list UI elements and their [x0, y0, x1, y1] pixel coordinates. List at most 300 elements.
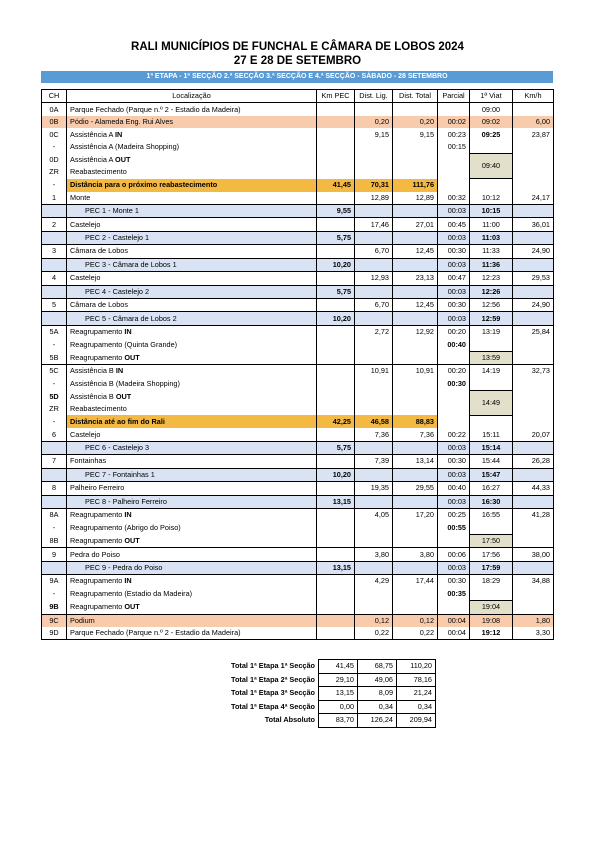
cell-parcial: 00:35 — [438, 588, 470, 601]
cell-parcial: 00:03 — [438, 204, 470, 217]
cell-parcial: 00:40 — [438, 338, 470, 351]
totals-row — [212, 700, 436, 714]
cell-location — [67, 391, 317, 403]
cell-location — [67, 299, 317, 312]
cell-location — [67, 561, 317, 574]
location-text: Assistência A (Madeira Shopping) — [70, 142, 180, 152]
table-row — [42, 428, 554, 441]
cell-km-pec — [317, 338, 355, 351]
cell-dist-lig — [355, 468, 393, 481]
location-text: PEC 4 - Castelejo 2 — [85, 286, 150, 296]
cell-location — [67, 128, 317, 140]
cell-ch: 5 — [42, 299, 67, 312]
cell-km-pec — [317, 128, 355, 140]
cell-location — [67, 509, 317, 522]
totals-row — [212, 687, 436, 701]
location-emphasis: OUT — [124, 352, 140, 362]
cell-dist-lig: 4,29 — [355, 575, 393, 588]
cell-kmh — [513, 601, 554, 614]
cell-dist-lig: 12,93 — [355, 272, 393, 285]
cell-dist-lig — [355, 521, 393, 534]
cell-parcial: 00:30 — [438, 378, 470, 391]
cell-kmh — [513, 534, 554, 547]
totals-dist-total: 110,20 — [397, 660, 436, 674]
cell-ch: 5D — [42, 391, 67, 403]
cell-location — [67, 166, 317, 178]
cell-dist-total: 9,15 — [393, 128, 438, 140]
cell-dist-total — [393, 166, 438, 178]
location-text: Castelejo — [70, 219, 101, 229]
cell-kmh: 41,28 — [513, 509, 554, 522]
cell-kmh — [513, 338, 554, 351]
cell-parcial: 00:03 — [438, 258, 470, 271]
cell-km-pec — [317, 154, 355, 166]
location-text: Parque Fechado (Parque n.º 2 - Estadio da Madeira) — [70, 104, 241, 114]
stage-banner: 1ª ETAPA - 1ª SECÇÃO 2.ª SECÇÃO 3.ª SECÇÃO E 4.ª SECÇÃO - SÁBADO - 28 SETEMBRO — [41, 71, 553, 83]
cell-kmh: 24,90 — [513, 245, 554, 258]
totals-dist-lig: 49,06 — [358, 673, 397, 687]
cell-km-pec: 5,75 — [317, 285, 355, 298]
cell-km-pec — [317, 548, 355, 561]
cell-ch: - — [42, 141, 67, 154]
cell-dist-lig — [355, 495, 393, 508]
table-row — [42, 455, 554, 468]
cell-first-car: 11:36 — [470, 258, 513, 271]
cell-parcial: 00:30 — [438, 245, 470, 258]
cell-km-pec — [317, 351, 355, 364]
cell-kmh: 24,17 — [513, 192, 554, 205]
cell-ch: 8B — [42, 534, 67, 547]
cell-dist-total: 10,91 — [393, 365, 438, 378]
location-text: Reagrupamento — [70, 510, 125, 520]
table-row — [42, 365, 554, 378]
table-row — [42, 509, 554, 522]
cell-parcial: 00:30 — [438, 575, 470, 588]
cell-dist-lig: 4,05 — [355, 509, 393, 522]
location-text: PEC 9 - Pedra do Poiso — [85, 562, 163, 572]
cell-dist-total: 0,22 — [393, 627, 438, 640]
cell-km-pec — [317, 614, 355, 627]
cell-kmh: 25,84 — [513, 325, 554, 338]
table-row — [42, 441, 554, 454]
cell-ch: - — [42, 378, 67, 391]
totals-dist-lig: 68,75 — [358, 660, 397, 674]
cell-first-car: 11:00 — [470, 218, 513, 231]
location-text: Monte — [70, 192, 91, 202]
cell-kmh — [513, 179, 554, 192]
cell-dist-lig: 10,91 — [355, 365, 393, 378]
cell-ch: 5C — [42, 365, 67, 378]
table-row — [42, 312, 554, 325]
location-text: PEC 6 - Castelejo 3 — [85, 443, 150, 453]
table-row — [42, 575, 554, 588]
cell-kmh: 44,33 — [513, 482, 554, 495]
col-header-dist-lig: Dist. Lig. — [355, 90, 393, 103]
cell-km-pec — [317, 588, 355, 601]
cell-ch: 7 — [42, 455, 67, 468]
location-text: Assistência A — [70, 154, 116, 164]
cell-dist-total — [393, 601, 438, 614]
cell-km-pec: 9,55 — [317, 204, 355, 217]
cell-location — [67, 415, 317, 428]
location-emphasis: IN — [124, 327, 132, 337]
cell-parcial: 00:03 — [438, 495, 470, 508]
location-text: Reagrupamento (Abrigo do Poiso) — [70, 522, 181, 532]
table-row — [42, 521, 554, 534]
location-text: Castelejo — [70, 273, 101, 283]
cell-location — [67, 588, 317, 601]
location-text: PEC 2 - Castelejo 1 — [85, 233, 150, 243]
cell-parcial: 00:30 — [438, 299, 470, 312]
cell-ch: 8 — [42, 482, 67, 495]
cell-kmh — [513, 561, 554, 574]
location-text: Castelejo — [70, 429, 101, 439]
cell-parcial: 00:03 — [438, 285, 470, 298]
cell-dist-lig — [355, 338, 393, 351]
cell-kmh — [513, 403, 554, 415]
cell-dist-total — [393, 338, 438, 351]
cell-dist-lig — [355, 285, 393, 298]
cell-dist-total: 88,83 — [393, 415, 438, 428]
cell-parcial — [438, 179, 470, 192]
cell-dist-total: 17,20 — [393, 509, 438, 522]
cell-first-car: 14:19 — [470, 365, 513, 378]
cell-location — [67, 312, 317, 325]
cell-parcial — [438, 403, 470, 415]
location-emphasis: OUT — [115, 391, 132, 401]
cell-ch: 8A — [42, 509, 67, 522]
cell-parcial: 00:03 — [438, 441, 470, 454]
cell-first-car: 16:30 — [470, 495, 513, 508]
timetable — [41, 89, 554, 640]
cell-location — [67, 601, 317, 614]
cell-location — [67, 548, 317, 561]
cell-dist-total — [393, 351, 438, 364]
cell-ch: ZR — [42, 166, 67, 178]
cell-km-pec: 10,20 — [317, 312, 355, 325]
totals-row — [212, 660, 436, 674]
cell-kmh — [513, 351, 554, 364]
cell-dist-lig: 9,15 — [355, 128, 393, 140]
cell-dist-total — [393, 534, 438, 547]
cell-dist-lig: 7,36 — [355, 428, 393, 441]
cell-location — [67, 441, 317, 454]
cell-km-pec — [317, 245, 355, 258]
cell-dist-total — [393, 468, 438, 481]
location-text: PEC 3 - Câmara de Lobos 1 — [85, 259, 177, 269]
cell-location — [67, 258, 317, 271]
cell-km-pec: 13,15 — [317, 495, 355, 508]
table-row — [42, 391, 554, 403]
cell-ch: - — [42, 588, 67, 601]
cell-dist-lig: 3,80 — [355, 548, 393, 561]
totals-label: Total 1ª Etapa 4ª Secção — [231, 701, 315, 711]
table-row — [42, 272, 554, 285]
cell-ch — [42, 468, 67, 481]
cell-km-pec — [317, 365, 355, 378]
cell-kmh — [513, 415, 554, 428]
cell-location — [67, 272, 317, 285]
totals-label: Total 1ª Etapa 2ª Secção — [231, 674, 315, 684]
cell-km-pec — [317, 601, 355, 614]
cell-first-car: 11:03 — [470, 231, 513, 244]
table-row — [42, 299, 554, 312]
cell-km-pec — [317, 141, 355, 154]
cell-kmh: 26,28 — [513, 455, 554, 468]
table-row — [42, 218, 554, 231]
cell-ch: 0D — [42, 154, 67, 166]
cell-kmh: 3,30 — [513, 627, 554, 640]
cell-parcial: 00:04 — [438, 627, 470, 640]
cell-location — [67, 245, 317, 258]
cell-location — [67, 338, 317, 351]
cell-dist-total: 27,01 — [393, 218, 438, 231]
cell-km-pec — [317, 403, 355, 415]
cell-dist-lig: 17,46 — [355, 218, 393, 231]
cell-kmh — [513, 166, 554, 178]
totals-row — [212, 714, 436, 728]
col-header-km-pec: Km PEC — [317, 90, 355, 103]
cell-parcial: 00:22 — [438, 428, 470, 441]
cell-dist-total — [393, 588, 438, 601]
totals-km-pec: 41,45 — [319, 660, 358, 674]
cell-dist-lig — [355, 103, 393, 116]
location-text: Assistência B — [70, 391, 116, 401]
cell-dist-total — [393, 103, 438, 116]
cell-dist-total — [393, 403, 438, 415]
location-emphasis: Distância para o próximo reabastecimento — [70, 180, 218, 190]
cell-dist-lig — [355, 141, 393, 154]
cell-km-pec — [317, 455, 355, 468]
cell-ch: 9A — [42, 575, 67, 588]
cell-parcial: 00:20 — [438, 325, 470, 338]
cell-first-car: 19:08 — [470, 614, 513, 627]
cell-first-car — [470, 338, 513, 351]
cell-km-pec — [317, 521, 355, 534]
cell-ch: ZR — [42, 403, 67, 415]
cell-first-car — [470, 141, 513, 154]
cell-kmh — [513, 231, 554, 244]
totals-dist-total: 78,16 — [397, 673, 436, 687]
cell-dist-total: 12,45 — [393, 245, 438, 258]
cell-first-car: 10:12 — [470, 192, 513, 205]
totals-label: Total 1ª Etapa 1ª Secção — [231, 661, 315, 671]
table-row — [42, 534, 554, 547]
table-row — [42, 415, 554, 428]
cell-first-car: 19:12 — [470, 627, 513, 640]
cell-kmh — [513, 391, 554, 403]
cell-location — [67, 575, 317, 588]
cell-km-pec: 13,15 — [317, 561, 355, 574]
cell-dist-total — [393, 204, 438, 217]
cell-ch: - — [42, 521, 67, 534]
cell-first-car: 12:23 — [470, 272, 513, 285]
table-row — [42, 258, 554, 271]
cell-dist-total — [393, 441, 438, 454]
cell-dist-total: 111,76 — [393, 179, 438, 192]
table-row — [42, 154, 554, 166]
location-emphasis: IN — [115, 129, 123, 139]
cell-km-pec — [317, 103, 355, 116]
cell-ch — [42, 285, 67, 298]
cell-first-car: 13:59 — [470, 351, 513, 364]
cell-dist-total — [393, 561, 438, 574]
cell-dist-lig — [355, 534, 393, 547]
cell-parcial: 00:25 — [438, 509, 470, 522]
timetable-body — [42, 90, 554, 640]
cell-location — [67, 204, 317, 217]
location-text: Reabastecimento — [70, 404, 127, 414]
table-row — [42, 179, 554, 192]
cell-location — [67, 103, 317, 116]
cell-ch — [42, 204, 67, 217]
cell-first-car: 15:14 — [470, 441, 513, 454]
cell-ch: - — [42, 179, 67, 192]
cell-parcial: 00:03 — [438, 312, 470, 325]
col-header-dist-total: Dist. Total — [393, 90, 438, 103]
cell-parcial: 00:03 — [438, 561, 470, 574]
cell-dist-total — [393, 154, 438, 166]
table-row — [42, 325, 554, 338]
cell-dist-total: 12,89 — [393, 192, 438, 205]
cell-parcial: 00:03 — [438, 468, 470, 481]
cell-first-car: 19:04 — [470, 601, 513, 614]
cell-parcial: 00:23 — [438, 128, 470, 140]
cell-location — [67, 285, 317, 298]
cell-dist-total — [393, 141, 438, 154]
cell-km-pec — [317, 575, 355, 588]
cell-first-car: 16:55 — [470, 509, 513, 522]
cell-dist-total: 17,44 — [393, 575, 438, 588]
cell-location — [67, 141, 317, 154]
cell-kmh — [513, 495, 554, 508]
cell-kmh: 32,73 — [513, 365, 554, 378]
cell-kmh: 34,88 — [513, 575, 554, 588]
cell-dist-total: 12,45 — [393, 299, 438, 312]
totals-km-pec: 13,15 — [319, 687, 358, 701]
cell-kmh — [513, 103, 554, 116]
cell-first-car: 12:59 — [470, 312, 513, 325]
cell-kmh — [513, 378, 554, 391]
cell-km-pec: 10,20 — [317, 468, 355, 481]
cell-km-pec — [317, 192, 355, 205]
cell-dist-total — [393, 495, 438, 508]
cell-parcial — [438, 415, 470, 428]
cell-parcial — [438, 154, 470, 166]
totals-km-pec: 83,70 — [319, 714, 358, 728]
location-text: Assistência B (Madeira Shopping) — [70, 379, 180, 389]
location-text: Podium — [70, 615, 95, 625]
cell-location — [67, 378, 317, 391]
cell-kmh: 36,01 — [513, 218, 554, 231]
table-row — [42, 351, 554, 364]
cell-location — [67, 482, 317, 495]
location-text: Reagrupamento (Quinta Grande) — [70, 339, 178, 349]
cell-location — [67, 455, 317, 468]
cell-first-car: 14:49 — [470, 391, 513, 416]
location-text: PEC 1 - Monte 1 — [85, 206, 139, 216]
cell-dist-total: 23,13 — [393, 272, 438, 285]
cell-ch: 9B — [42, 601, 67, 614]
cell-km-pec: 5,75 — [317, 231, 355, 244]
cell-first-car: 09:02 — [470, 116, 513, 128]
cell-kmh — [513, 312, 554, 325]
cell-km-pec — [317, 272, 355, 285]
cell-parcial: 00:02 — [438, 116, 470, 128]
cell-parcial: 00:32 — [438, 192, 470, 205]
cell-location — [67, 428, 317, 441]
cell-parcial — [438, 534, 470, 547]
cell-dist-lig — [355, 258, 393, 271]
cell-ch: 0C — [42, 128, 67, 140]
cell-ch: 9D — [42, 627, 67, 640]
cell-kmh — [513, 141, 554, 154]
location-text: PEC 8 - Palheiro Ferreiro — [85, 496, 167, 506]
cell-location — [67, 325, 317, 338]
location-text: Reagrupamento — [70, 576, 125, 586]
cell-km-pec — [317, 534, 355, 547]
cell-kmh: 29,53 — [513, 272, 554, 285]
cell-kmh — [513, 258, 554, 271]
cell-first-car: 11:33 — [470, 245, 513, 258]
cell-km-pec: 42,25 — [317, 415, 355, 428]
cell-ch — [42, 441, 67, 454]
cell-dist-total — [393, 258, 438, 271]
cell-location — [67, 192, 317, 205]
cell-dist-lig: 12,89 — [355, 192, 393, 205]
col-header-parcial: Parcial — [438, 90, 470, 103]
cell-km-pec — [317, 428, 355, 441]
cell-parcial — [438, 391, 470, 403]
cell-km-pec — [317, 299, 355, 312]
table-row — [42, 204, 554, 217]
cell-ch — [42, 495, 67, 508]
table-row — [42, 231, 554, 244]
cell-location — [67, 154, 317, 166]
cell-parcial: 00:55 — [438, 521, 470, 534]
table-row — [42, 338, 554, 351]
cell-ch: 2 — [42, 218, 67, 231]
location-text: Pedra do Poiso — [70, 549, 120, 559]
cell-dist-total: 0,12 — [393, 614, 438, 627]
location-text: Reabastecimento — [70, 167, 127, 177]
cell-first-car: 13:19 — [470, 325, 513, 338]
cell-first-car: 16:27 — [470, 482, 513, 495]
cell-dist-total — [393, 312, 438, 325]
cell-dist-lig: 2,72 — [355, 325, 393, 338]
location-text: PEC 7 - Fontainhas 1 — [85, 469, 155, 479]
cell-dist-total: 29,55 — [393, 482, 438, 495]
location-emphasis: OUT — [124, 535, 140, 545]
cell-dist-lig: 6,70 — [355, 245, 393, 258]
cell-first-car: 09:25 — [470, 128, 513, 140]
totals-dist-total: 21,24 — [397, 687, 436, 701]
location-emphasis: OUT — [115, 154, 131, 164]
cell-first-car: 12:56 — [470, 299, 513, 312]
location-text: Pódio - Alameda Eng. Rui Alves — [70, 117, 174, 127]
cell-dist-total — [393, 285, 438, 298]
totals-km-pec: 29,10 — [319, 673, 358, 687]
location-text: Reagrupamento — [70, 352, 125, 362]
cell-dist-lig: 7,39 — [355, 455, 393, 468]
location-text: Reagrupamento — [70, 327, 125, 337]
cell-parcial: 00:47 — [438, 272, 470, 285]
table-header — [42, 90, 554, 103]
cell-dist-total — [393, 231, 438, 244]
cell-kmh — [513, 285, 554, 298]
cell-dist-lig — [355, 231, 393, 244]
location-emphasis: OUT — [124, 602, 140, 612]
